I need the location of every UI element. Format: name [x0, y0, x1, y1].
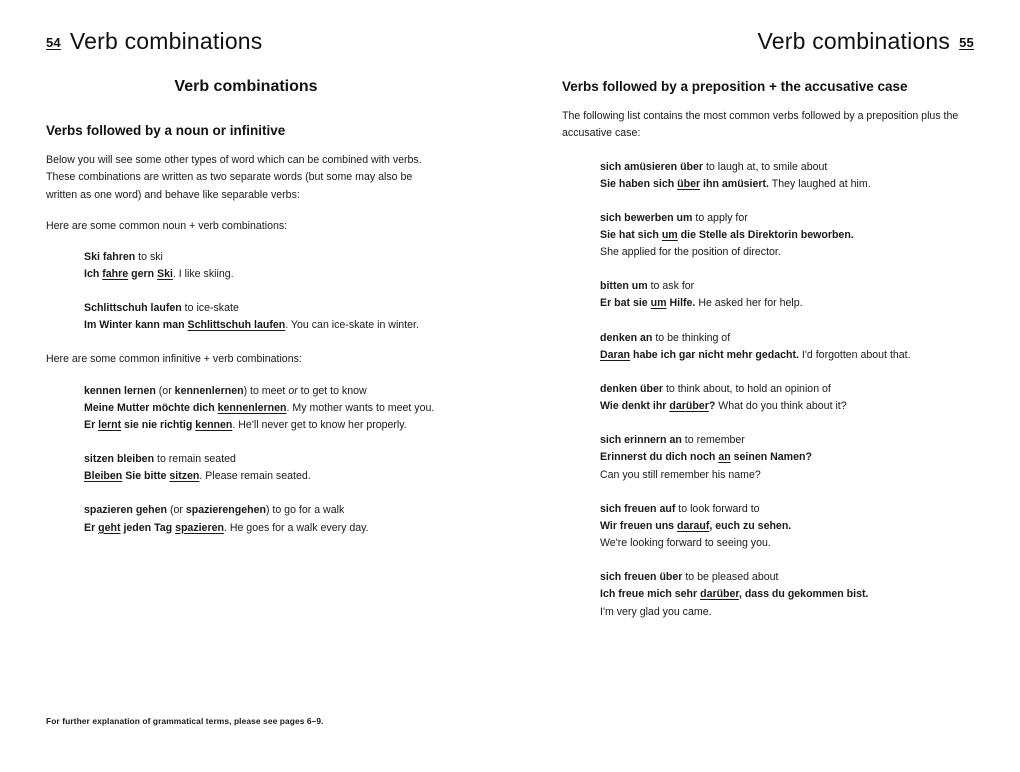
- noun-example-line: Im Winter kann man Schlittschuh laufen. You can ice-skate in winter.: [84, 319, 419, 332]
- preposition-example-line: sich freuen auf to look forward to: [600, 502, 760, 515]
- infinitive-combination-lead: Here are some common infinitive + verb combinations:: [46, 353, 302, 366]
- highlighted-term: fahre: [102, 268, 129, 280]
- folio-left: 54: [46, 35, 61, 50]
- noun-example: [46, 249, 446, 283]
- highlighted-term: um: [661, 229, 678, 241]
- infinitive-example: [46, 502, 446, 536]
- preposition-example: [562, 210, 974, 261]
- noun-example-line: Ich fahre gern Ski. I like skiing.: [84, 268, 234, 280]
- highlighted-term: um: [650, 297, 667, 310]
- preposition-example-line: Sie haben sich über ihn amüsiert. They laughed at him.: [600, 177, 871, 190]
- preposition-example-line: Daran habe ich gar nicht mehr gedacht. I'd forgotten about that.: [600, 348, 911, 361]
- highlighted-term: Schlittschuh laufen: [187, 319, 286, 332]
- preposition-example-line: She applied for the position of director.: [600, 246, 781, 259]
- preposition-example-line: denken an to be thinking of: [600, 331, 731, 344]
- section-title-right: Verbs followed by a preposition + the accusative case: [562, 79, 908, 94]
- highlighted-term: sitzen: [169, 470, 200, 483]
- infinitive-example-line: Meine Mutter möchte dich kennenlernen. My mother wants to meet you.: [84, 401, 435, 414]
- preposition-example-line: I'm very glad you came.: [600, 605, 712, 618]
- highlighted-term: kennen: [195, 418, 233, 431]
- infinitive-example-line: Bleiben Sie bitte sitzen. Please remain seated.: [84, 470, 311, 483]
- noun-example-line: Ski fahren to ski: [84, 250, 163, 263]
- preposition-example-line: Wie denkt ihr darüber? What do you think about it?: [600, 400, 847, 413]
- highlighted-term: spazieren: [175, 521, 224, 534]
- running-head-right-title: Verb combinations: [757, 28, 951, 54]
- infinitive-example-line: sitzen bleiben to remain seated: [84, 453, 236, 466]
- preposition-example-line: We're looking forward to seeing you.: [600, 537, 771, 550]
- preposition-example-line: Sie hat sich um die Stelle als Direktorin beworben.: [600, 229, 854, 241]
- left-page-column: [46, 78, 446, 554]
- preposition-example-line: denken über to think about, to hold an opinion of: [600, 382, 831, 395]
- infinitive-example-line: kennen lernen (or kennenlernen) to meet or to get to know: [84, 384, 367, 397]
- noun-combination-lead: Here are some common noun + verb combinations:: [46, 219, 288, 232]
- preposition-example: [562, 501, 974, 552]
- intro-paragraph-right: The following list contains the most common verbs followed by a preposition plus the accusative case:: [562, 110, 959, 140]
- preposition-example: [562, 569, 974, 620]
- highlighted-term: darüber: [669, 400, 709, 413]
- noun-example: [46, 300, 446, 334]
- noun-example-line: Schlittschuh laufen to ice-skate: [84, 302, 239, 315]
- preposition-example-line: sich erinnern an to remember: [600, 434, 745, 447]
- infinitive-example-line: spazieren gehen (or spazierengehen) to go for a walk: [84, 504, 345, 517]
- infinitive-example-line: Er lernt sie nie richtig kennen. He'll never get to know her properly.: [84, 418, 407, 431]
- infinitive-example-line: Er geht jeden Tag spazieren. He goes for a walk every day.: [84, 521, 369, 534]
- preposition-example: [562, 159, 974, 193]
- preposition-example-line: Erinnerst du dich noch an seinen Namen?: [600, 451, 812, 464]
- preposition-example-line: sich amüsieren über to laugh at, to smile about: [600, 160, 828, 173]
- highlighted-term: an: [718, 451, 731, 464]
- highlighted-term: Bleiben: [84, 470, 123, 483]
- infinitive-example: [46, 451, 446, 485]
- highlighted-term: Ski: [157, 268, 173, 280]
- highlighted-term: lernt: [98, 418, 122, 431]
- preposition-example: [562, 278, 974, 312]
- intro-paragraph-left: Below you will see some other types of word which can be combined with verbs. These combinations are written as two separate words (but some may also be written as one word) and behave like separable verbs:: [46, 154, 422, 201]
- preposition-example-line: Wir freuen uns darauf, euch zu sehen.: [600, 519, 792, 532]
- preposition-example-line: Er bat sie um Hilfe. He asked her for help.: [600, 297, 803, 310]
- preposition-example: [562, 432, 974, 483]
- section-title-left: Verbs followed by a noun or infinitive: [46, 123, 286, 138]
- infinitive-example: [46, 383, 446, 434]
- preposition-example-line: bitten um to ask for: [600, 280, 695, 293]
- preposition-example-line: Can you still remember his name?: [600, 468, 761, 481]
- infinitive-examples-list: [46, 383, 446, 537]
- running-head-left: [46, 28, 263, 55]
- highlighted-term: darüber: [700, 588, 739, 601]
- footnote: For further explanation of grammatical terms, please see pages 6–9.: [46, 716, 324, 726]
- running-head-left-title: Verb combinations: [69, 28, 263, 54]
- preposition-example-line: Ich freue mich sehr darüber, dass du gekommen bist.: [600, 588, 869, 601]
- highlighted-term: über: [677, 177, 701, 190]
- noun-examples-list: [46, 249, 446, 335]
- folio-right: 55: [959, 35, 974, 50]
- preposition-example-line: sich freuen über to be pleased about: [600, 571, 779, 584]
- running-head-right: [758, 28, 975, 55]
- highlighted-term: darauf: [677, 519, 710, 532]
- highlighted-term: kennenlernen: [217, 401, 287, 414]
- right-page-column: [562, 78, 974, 638]
- preposition-examples-list: [562, 159, 974, 621]
- highlighted-term: geht: [98, 521, 121, 534]
- preposition-example: [562, 330, 974, 364]
- highlighted-term: Daran: [600, 348, 631, 361]
- chapter-title: Verb combinations: [174, 78, 318, 95]
- preposition-example: [562, 381, 974, 415]
- preposition-example-line: sich bewerben um to apply for: [600, 211, 748, 224]
